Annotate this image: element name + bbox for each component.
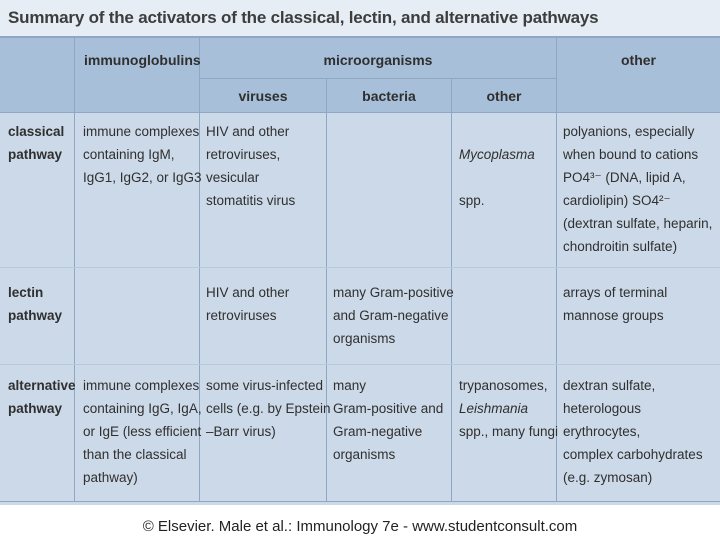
header-bacteria: bacteria (362, 88, 416, 104)
row-divider (0, 364, 720, 365)
col-divider (74, 38, 75, 502)
row-divider (0, 267, 720, 268)
row-label-alternative: alternative pathway (8, 378, 76, 416)
lectin-other: arrays of terminal mannose groups (563, 285, 668, 323)
alternative-other: dextran sulfate, heterologous erythrocytes, complex carbohydrates (e.g. zymosan) (563, 378, 703, 485)
title-bar (0, 0, 720, 38)
alternative-viruses: some virus-infected cells (e.g. by Epstein –Barr virus) (206, 378, 331, 439)
lectin-viruses: HIV and other retroviruses (206, 285, 290, 323)
classical-other-line: chondroitin sulfate) (563, 239, 678, 254)
header-immunoglobulins: immunoglobulins (84, 52, 201, 68)
alternative-micro-other-line: trypanosomes, (459, 378, 548, 393)
classical-other-line: when bound to cations (563, 147, 699, 162)
alternative-micro-other-line: spp., many fungi (459, 424, 559, 439)
classical-other-line: PO4³⁻ (DNA, lipid A, (563, 170, 686, 185)
classical-immunoglobulins: immune complexes containing IgM, IgG1, IgG2, or IgG3 (83, 124, 202, 185)
header-micro-other: other (486, 88, 522, 104)
classical-other (563, 120, 712, 258)
alternative-bacteria: many Gram-positive and Gram-negative organisms (333, 378, 444, 462)
alternative-micro-other (459, 374, 558, 443)
alternative-immunoglobulins: immune complexes containing IgG, IgA, or IgE (less efficient than the classical pathway) (83, 378, 202, 485)
classical-other-line: (dextran sulfate, heparin, (563, 216, 713, 231)
row-divider (199, 78, 556, 79)
classical-viruses: HIV and other retroviruses, vesicular stomatitis virus (206, 124, 296, 208)
row-divider (0, 112, 720, 113)
row-divider (0, 501, 720, 502)
classical-other-line: cardiolipin) SO4²⁻ (563, 193, 671, 208)
lectin-bacteria: many Gram-positive and Gram-negative organisms (333, 285, 454, 346)
copyright-footer: © Elsevier. Male et al.: Immunology 7e - www.studentconsult.com (142, 518, 578, 535)
classical-micro-other (459, 120, 535, 212)
row-label-lectin: lectin pathway (8, 285, 63, 323)
header-other: other (621, 52, 656, 68)
alternative-micro-other-genus: Leishmania (459, 401, 529, 416)
classical-other-line: polyanions, especially (563, 124, 695, 139)
classical-micro-other-genus: Mycoplasma (459, 147, 535, 162)
classical-micro-other-spp: spp. (459, 193, 485, 208)
table-title: Summary of the activators of the classical, lectin, and alternative pathways (8, 8, 599, 27)
header-viruses: viruses (238, 88, 288, 104)
header-microorganisms: microorganisms (323, 52, 433, 68)
row-label-classical: classical pathway (8, 124, 65, 162)
